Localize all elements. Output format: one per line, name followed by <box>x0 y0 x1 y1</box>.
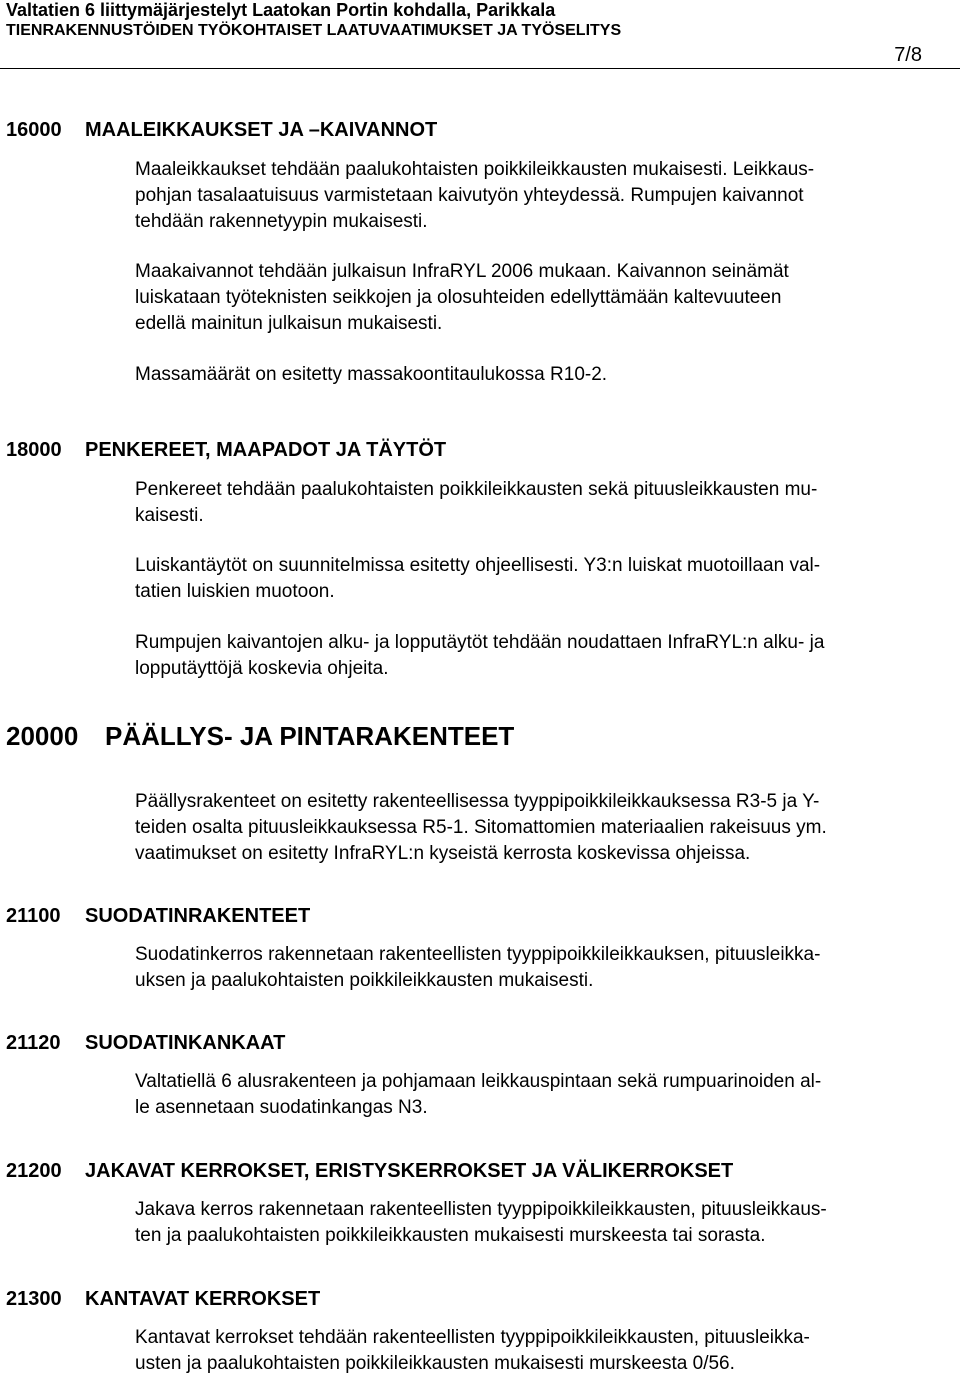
section-heading <box>6 1287 320 1311</box>
paragraph: Massamäärät on esitetty massakoontitaulukossa R10-2. <box>135 364 608 385</box>
paragraph: Jakava kerros rakennetaan rakenteellisten tyyppipoikkileikkausten, pituusleikkaus- ten ja paalukohtaisten poikkileikkausten mukaisesti murskeesta tai sorasta. <box>135 1199 827 1246</box>
section-heading <box>6 118 437 142</box>
section-code: 18000 <box>6 439 62 461</box>
section-heading <box>6 721 514 751</box>
paragraph: Penkereet tehdään paalukohtaisten poikkileikkausten sekä pituusleikkausten mu- kaisesti. <box>135 479 818 526</box>
section-title: PENKEREET, MAAPADOT JA TÄYTÖT <box>85 439 447 461</box>
paragraph: Kantavat kerrokset tehdään rakenteellisten tyyppipoikkileikkausten, pituusleikka- usten ja paalukohtaisten poikkileikkausten mukaisesti murskeesta 0/56. <box>135 1327 810 1374</box>
paragraph: Rumpujen kaivantojen alku- ja lopputäytöt tehdään noudattaen InfraRYL:n alku- ja lopputäyttöjä koskevia ohjeita. <box>135 632 825 679</box>
section-title: JAKAVAT KERROKSET, ERISTYSKERROKSET JA VÄLIKERROKSET <box>85 1160 734 1182</box>
paragraph: Suodatinkerros rakennetaan rakenteellisten tyyppipoikkileikkauksen, pituusleikka- uksen ja paalukohtaisten poikkileikkausten mukaisesti. <box>135 944 821 991</box>
section-title: PÄÄLLYS- JA PINTARAKENTEET <box>105 721 515 751</box>
header-divider <box>0 68 960 69</box>
section-title: SUODATINKANKAAT <box>85 1032 286 1054</box>
paragraph: Päällysrakenteet on esitetty rakenteellisessa tyyppipoikkileikkauksessa R3-5 ja Y- teiden osalta pituusleikkauksessa R5-1. Sitomattomien materiaalien rakeisuus ym. vaatimukset on esitetty InfraRYL:n kyseistä kerrosta koskevissa ohjeissa. <box>135 791 827 864</box>
section-title: KANTAVAT KERROKSET <box>85 1288 321 1310</box>
section-code: 21100 <box>6 905 61 927</box>
paragraph: Luiskantäytöt on suunnitelmissa esitetty ohjeellisesti. Y3:n luiskat muotoillaan val- tatien luiskien muotoon. <box>135 555 821 602</box>
section-title: SUODATINRAKENTEET <box>85 905 311 927</box>
section-code: 16000 <box>6 119 62 141</box>
document-title: Valtatien 6 liittymäjärjestelyt Laatokan Portin kohdalla, Parikkala <box>6 0 556 20</box>
section-code: 21120 <box>6 1032 61 1054</box>
section-code: 21200 <box>6 1160 62 1182</box>
paragraph: Maaleikkaukset tehdään paalukohtaisten poikkileikkausten mukaisesti. Leikkaus- pohjan tasalaatuisuus varmistetaan kaivutyön yhteydessä. Rumpujen kaivannot tehdään rakennetyypin mukaisesti. <box>135 159 815 232</box>
section-title: MAALEIKKAUKSET JA –KAIVANNOT <box>85 119 438 141</box>
section-heading <box>6 1031 285 1055</box>
section-heading <box>6 1159 733 1183</box>
page-number: 7/8 <box>894 44 922 66</box>
paragraph: Maakaivannot tehdään julkaisun InfraRYL 2006 mukaan. Kaivannon seinämät luiskataan työteknisten seikkojen ja olosuhteiden edellyttämään kaltevuuteen edellä mainitun julkaisun mukaisesti. <box>135 261 789 334</box>
section-heading <box>6 904 310 928</box>
section-code: 21300 <box>6 1288 62 1310</box>
section-heading <box>6 438 446 462</box>
paragraph: Valtatiellä 6 alusrakenteen ja pohjamaan leikkauspintaan sekä rumpuarinoiden al- le asennetaan suodatinkangas N3. <box>135 1071 822 1118</box>
document-subtitle: TIENRAKENNUSTÖIDEN TYÖKOHTAISET LAATUVAATIMUKSET JA TYÖSELITYS <box>6 22 622 39</box>
section-code: 20000 <box>6 721 79 751</box>
